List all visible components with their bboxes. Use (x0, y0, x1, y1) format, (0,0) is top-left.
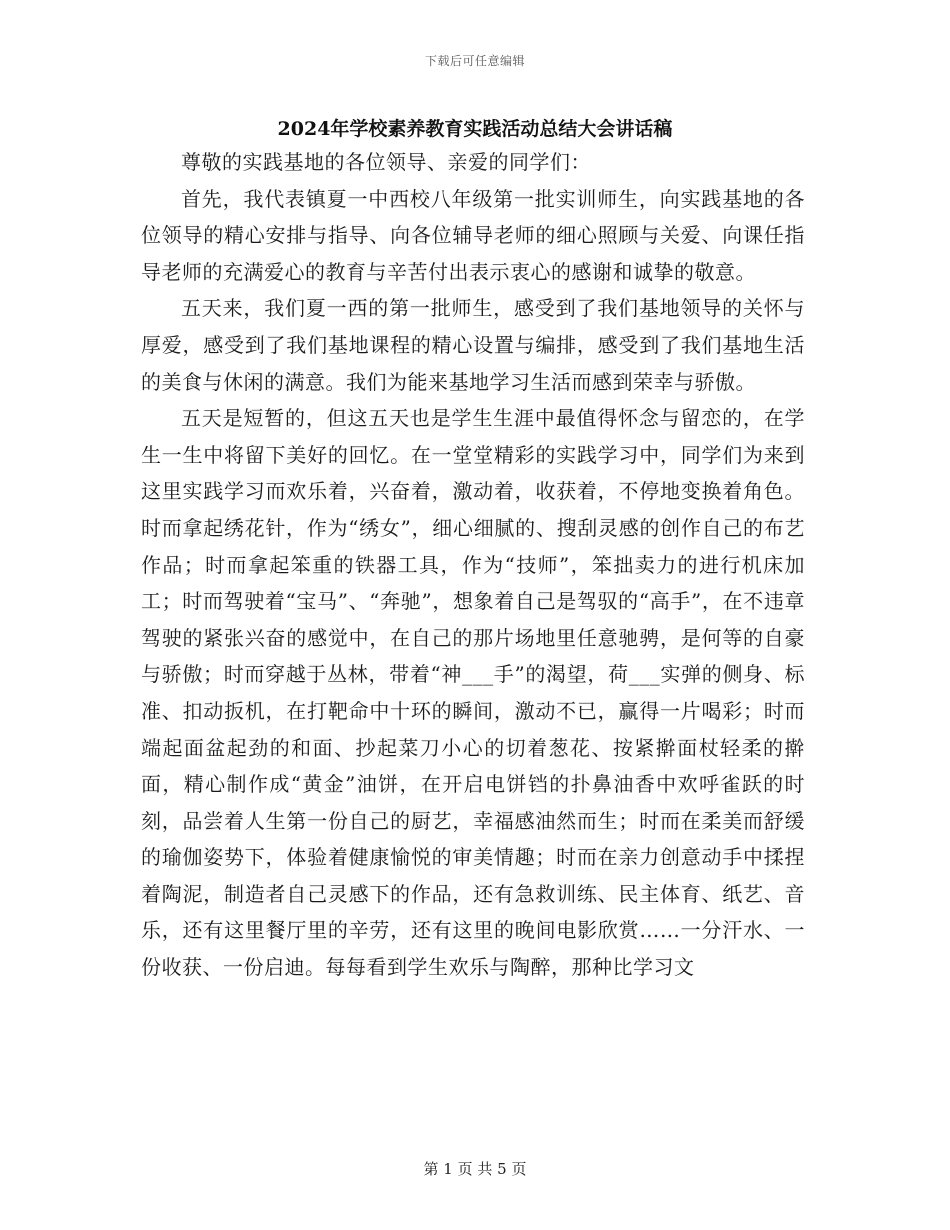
body-paragraph: 首先，我代表镇夏一中西校八年级第一批实训师生，向实践基地的各位领导的精心安排与指导、向各位辅导老师的细心照顾与关爱、向课任指导老师的充满爱心的教育与辛苦付出表示衷心的感谢和诚挚的敬意。 (141, 186, 805, 284)
document-body (141, 144, 805, 986)
salutation-paragraph: 尊敬的实践基地的各位领导、亲爱的同学们： (181, 150, 591, 174)
header-note: 下载后可任意编辑 (424, 54, 525, 68)
document-title: 2024年学校素养教育实践活动总结大会讲话稿 (277, 118, 673, 140)
body-paragraph: 五天来，我们夏一西的第一批师生，感受到了我们基地领导的关怀与厚爱，感受到了我们基地课程的精心设置与编排，感受到了我们基地生活的美食与休闲的满意。我们为能来基地学习生活而感到荣幸与骄傲。 (141, 296, 805, 394)
body-paragraph: 五天是短暂的，但这五天也是学生生涯中最值得怀念与留恋的，在学生一生中将留下美好的回忆。在一堂堂精彩的实践学习中，同学们为来到这里实践学习而欢乐着，兴奋着，激动着，收获着，不停地变换着角色。时而拿起绣花针，作为“绣女”，细心细腻的、搜刮灵感的创作自己的布艺作品；时而拿起笨重的铁器工具，作为“技师”，笨拙卖力的进行机床加工；时而驾驶着“宝马”、“奔驰”，想象着自己是驾驭的“高手”，在不违章驾驶的紧张兴奋的感觉中，在自己的那片场地里任意驰骋，是何等的自豪与骄傲；时而穿越于丛林，带着“神___手”的渴望，荷___实弹的侧身、标准、扣动扳机，在打靶命中十环的瞬间，激动不已，赢得一片喝彩；时而端起面盆起劲的和面、抄起菜刀小心的切着葱花、按紧擀面杖轻柔的擀面，精心制作成“黄金”油饼，在开启电饼铛的扑鼻油香中欢呼雀跃的时刻，品尝着人生第一份自己的厨艺，幸福感油然而生；时而在柔美而舒缓的瑜伽姿势下，体验着健康愉悦的审美情趣；时而在亲力创意动手中揉捏着陶泥，制造者自己灵感下的作品，还有急救训练、民主体育、纸艺、音乐，还有这里餐厅里的辛劳，还有这里的晚间电影欣赏……一分汗水、一份收获、一份启迪。每每看到学生欢乐与陶醉，那种比学习文 (141, 406, 805, 980)
page-number: 第 1 页 共 5 页 (423, 1160, 527, 1178)
